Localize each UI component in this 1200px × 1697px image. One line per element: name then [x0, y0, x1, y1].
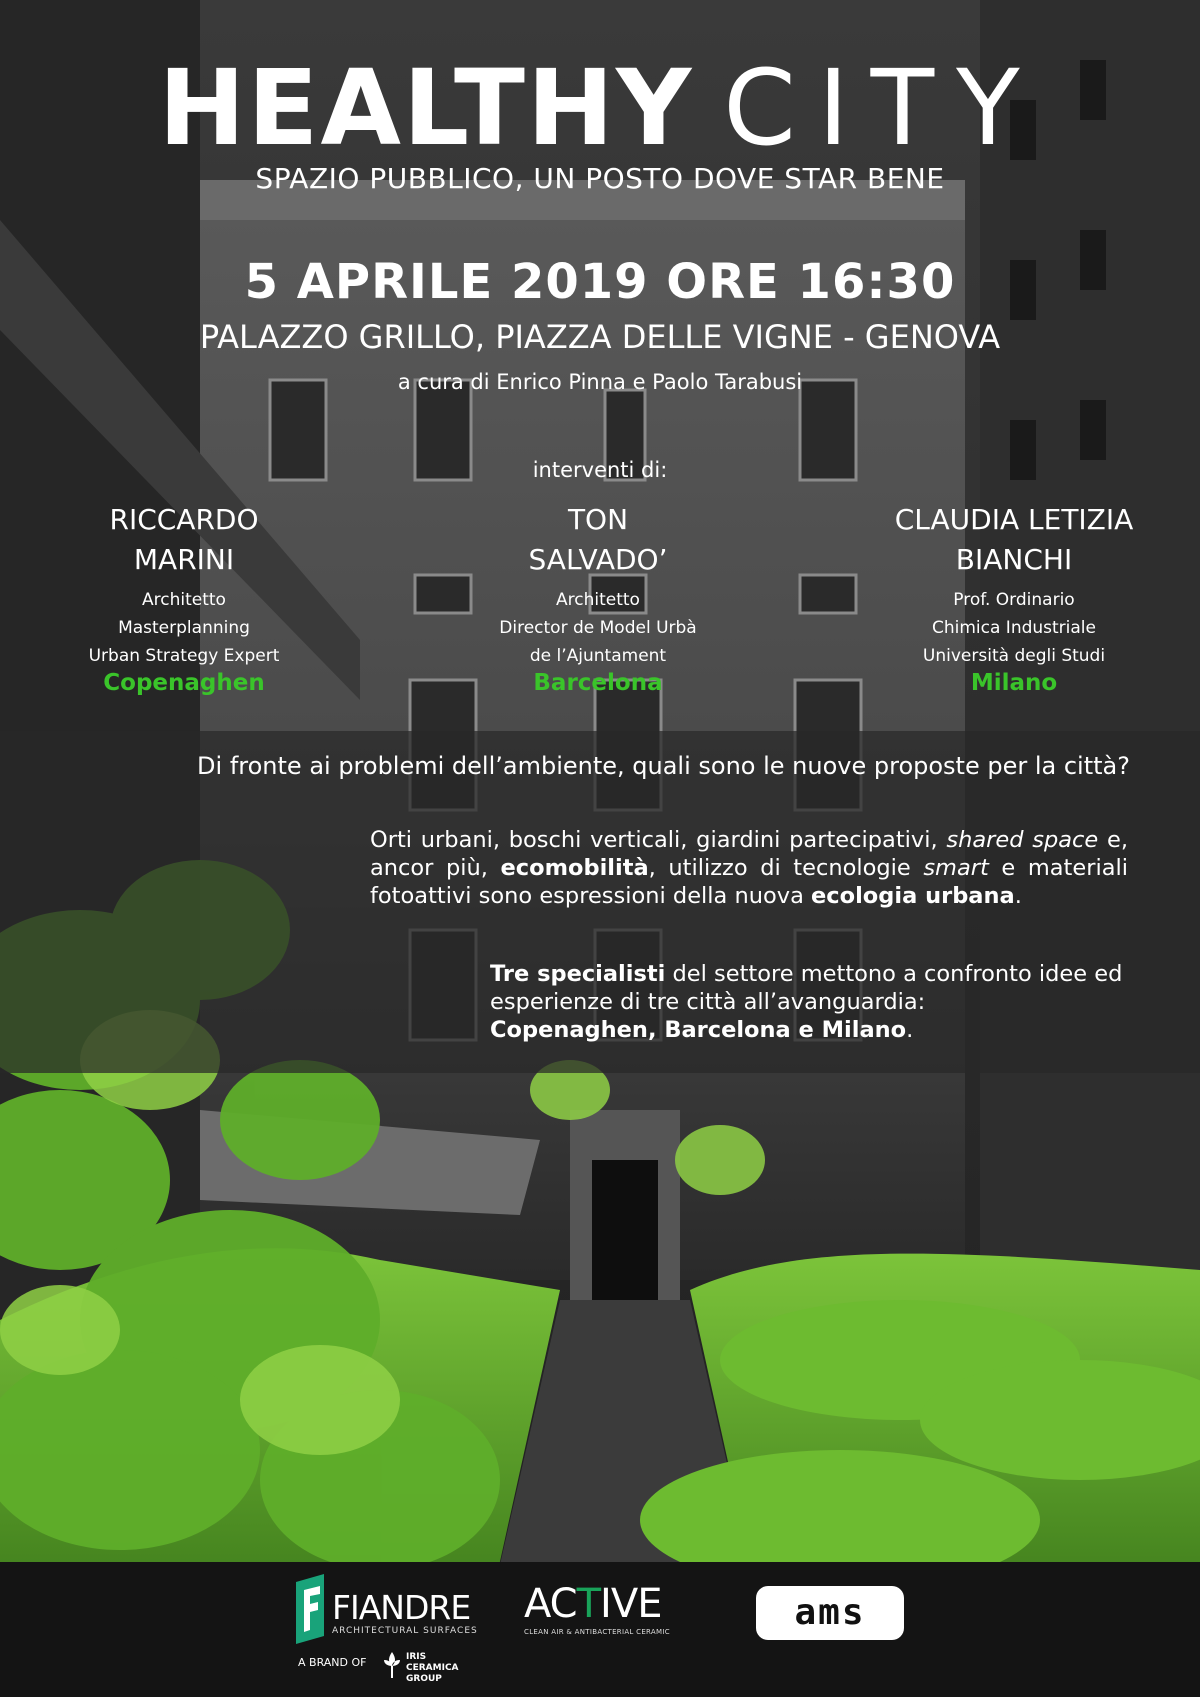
title-bold: HEALTHY — [158, 47, 694, 169]
speaker-2 — [418, 500, 778, 696]
event-subtitle: SPAZIO PUBBLICO, UN POSTO DOVE STAR BENE — [255, 162, 945, 195]
curated-by: a cura di Enrico Pinna e Paolo Tarabusi — [397, 370, 803, 394]
italic-run: shared space — [946, 827, 1099, 853]
ams-text: ams — [794, 1592, 866, 1633]
description-paragraph-2 — [490, 960, 1130, 1044]
iris-ceramica-group — [406, 1652, 459, 1685]
speaker-role-3: Università degli Studi — [922, 646, 1106, 666]
speaker-role-1: Prof. Ordinario — [953, 590, 1075, 610]
speaker-role-3: Urban Strategy Expert — [88, 646, 280, 666]
brand-of-label: A BRAND OF — [298, 1656, 367, 1669]
active-name-part: IVE — [600, 1581, 662, 1627]
bold-run: Tre specialisti — [490, 961, 666, 987]
active-name-accent: T — [576, 1581, 601, 1627]
ams-logo[interactable] — [756, 1586, 904, 1640]
speaker-city: Barcelona — [533, 670, 663, 696]
speaker-city: Copenaghen — [103, 670, 265, 696]
fiandre-mark-icon — [296, 1574, 324, 1644]
speaker-name-line-2: MARINI — [133, 543, 235, 576]
speaker-name-line-2: SALVADO’ — [528, 543, 668, 576]
active-name — [524, 1582, 674, 1626]
text-run: Orti urbani, boschi verticali, giardini partecipativi, — [370, 827, 947, 853]
fiandre-name: FIANDRE — [332, 1588, 471, 1627]
title-light: CITY — [723, 47, 1042, 169]
text-run: . — [1014, 883, 1022, 909]
event-venue: PALAZZO GRILLO, PIAZZA DELLE VIGNE - GENOVA — [199, 318, 1001, 356]
question-text: Di fronte ai problemi dell’ambiente, quali sono le nuove proposte per la città? — [197, 752, 1130, 780]
iris-flower-icon — [384, 1652, 400, 1678]
text-run: del settore mettono a confronto idee ed esperienze di tre città all’avanguardia: — [490, 961, 1123, 1015]
event-title — [0, 48, 1200, 168]
speaker-role-2: Director de Model Urbà — [499, 618, 697, 638]
description-paragraph-1 — [370, 826, 1128, 910]
speaker-city: Milano — [970, 670, 1058, 696]
italic-run: smart — [923, 855, 989, 881]
speaker-role-3: de l’Ajuntament — [529, 646, 667, 666]
bold-run: ecomobilità — [500, 855, 649, 881]
speaker-1 — [4, 500, 364, 696]
active-logo[interactable] — [524, 1582, 674, 1642]
active-name-part: AC — [524, 1581, 577, 1627]
speaker-role-2: Masterplanning — [118, 618, 250, 638]
active-subtitle: CLEAN AIR & ANTIBACTERIAL CERAMIC — [524, 1628, 670, 1636]
text-run: e, ancor più, — [370, 827, 1128, 881]
speaker-name-line-1: RICCARDO — [109, 503, 259, 536]
speaker-role-1: Architetto — [142, 590, 226, 610]
iris-line: GROUP — [406, 1674, 442, 1684]
speaker-role-2: Chimica Industriale — [931, 618, 1096, 638]
speaker-name-line-1: CLAUDIA LETIZIA — [894, 503, 1134, 536]
speaker-3 — [834, 500, 1194, 696]
speaker-name-line-2: BIANCHI — [955, 543, 1073, 576]
speaker-role-1: Architetto — [556, 590, 640, 610]
event-date: 5 APRILE 2019 ORE 16:30 — [244, 254, 956, 310]
text-run: . — [906, 1017, 914, 1043]
speaker-name-line-1: TON — [567, 503, 629, 536]
interventi-label: interventi di: — [532, 458, 668, 482]
iris-line: IRIS — [406, 1652, 427, 1662]
fiandre-subtitle: ARCHITECTURAL SURFACES — [332, 1626, 478, 1636]
text-run: , utilizzo di tecnologie — [648, 855, 924, 881]
iris-line: CERAMICA — [406, 1663, 459, 1673]
text-run: e materiali fotoattivi sono espressioni della nuova — [370, 855, 1128, 909]
bold-run: ecologia urbana — [811, 883, 1015, 909]
bold-run: Copenaghen, Barcelona e Milano — [490, 1017, 907, 1043]
fiandre-logo[interactable] — [296, 1574, 486, 1692]
